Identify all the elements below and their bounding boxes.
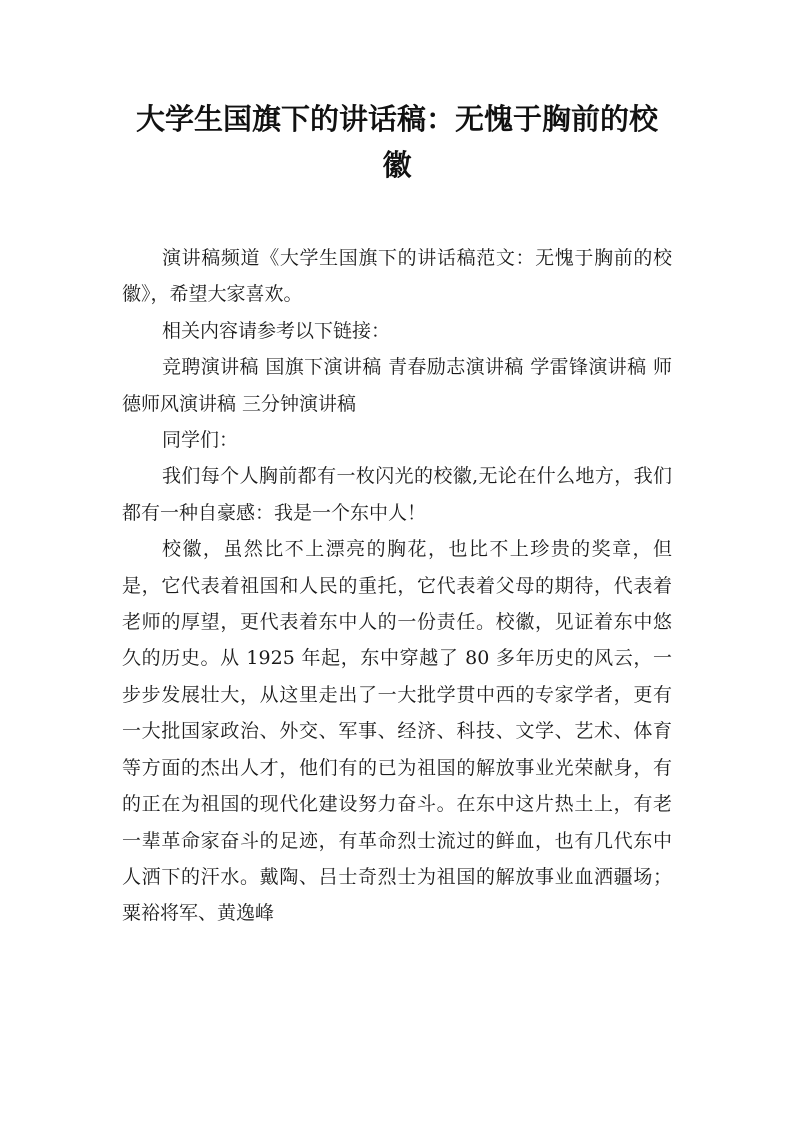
body-paragraph: 我们每个人胸前都有一枚闪光的校徽,无论在什么地方，我们都有一种自豪感：我是一个东中人！ bbox=[122, 465, 672, 524]
salutation: 同学们： bbox=[162, 429, 239, 452]
related-links-list: 竞聘演讲稿 国旗下演讲稿 青春励志演讲稿 学雷锋演讲稿 师德师风演讲稿 三分钟演讲稿 bbox=[122, 356, 672, 415]
body-paragraph: 校徽，虽然比不上漂亮的胸花，也比不上珍贵的奖章，但是，它代表着祖国和人民的重托，它代表着父母的期待，代表着老师的厚望，更代表着东中人的一份责任。校徽，见证着东中悠久的历史。从 1925 年起，东中穿越了 80 多年历史的风云，一步步发展壮大，从这里走出了一大批学贯中西的专家学者，更有一大批国家政治、外交、军事、经济、科技、文学、艺术、体育等方面的杰出人才，他们有的已为祖国的解放事业光荣献身，有的正在为祖国的现代化建设努力奋斗。在东中这片热土上，有老一辈革命家奋斗的足迹，有革命烈士流过的鲜血，也有几代东中人洒下的汗水。戴陶、吕士奇烈士为祖国的解放事业血洒疆场；粟裕将军、黄逸峰 bbox=[122, 538, 672, 925]
document-body bbox=[122, 240, 672, 932]
intro-paragraph: 演讲稿频道《大学生国旗下的讲话稿范文：无愧于胸前的校徽》，希望大家喜欢。 bbox=[122, 247, 672, 306]
document-title: 大学生国旗下的讲话稿：无愧于胸前的校徽 bbox=[135, 102, 658, 182]
related-links-label: 相关内容请参考以下链接： bbox=[162, 319, 391, 342]
